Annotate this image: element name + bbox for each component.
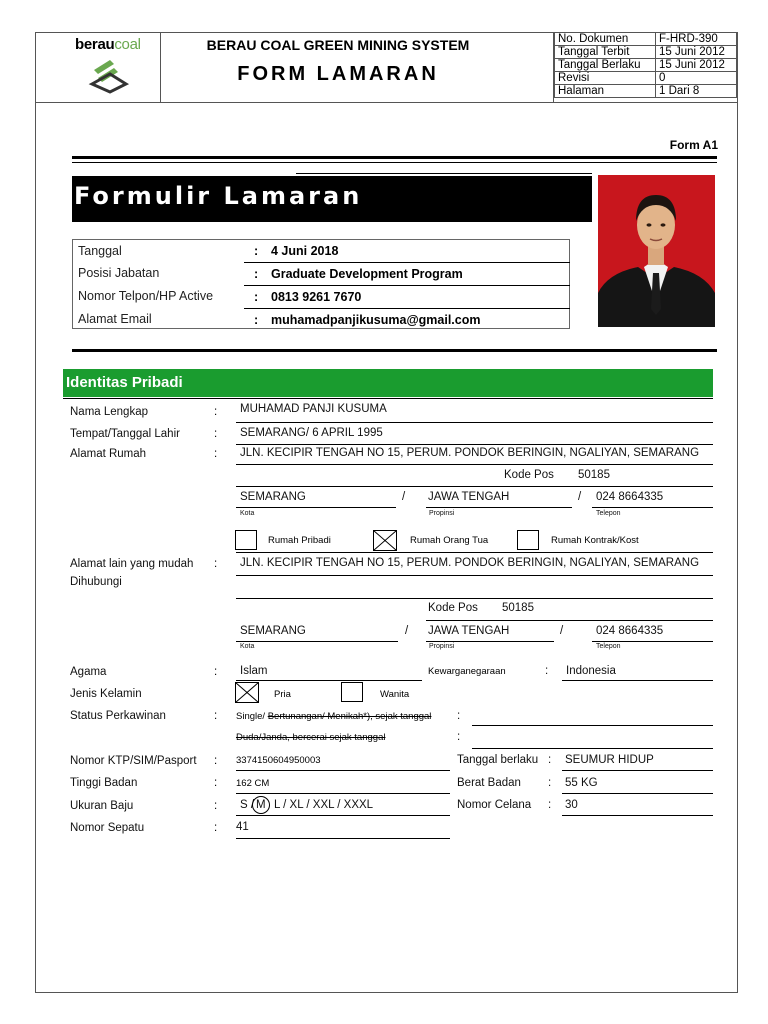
form-code: Form A1: [669, 138, 718, 152]
meta-row: [555, 46, 737, 59]
slash: /: [560, 625, 564, 637]
underline: [562, 770, 713, 771]
underline: [236, 422, 713, 423]
meta-row: [555, 33, 737, 46]
alamat-label: Alamat Rumah: [70, 448, 147, 460]
colon: :: [548, 777, 552, 789]
nama-value: MUHAMAD PANJI KUSUMA: [240, 403, 387, 415]
meta-value: 1 Dari 8: [656, 85, 737, 98]
meta-row: [555, 59, 737, 72]
company-logo-text: beraucoal: [75, 36, 141, 53]
baju-size-m-selected: M: [256, 799, 266, 811]
header-divider: [35, 102, 738, 103]
underline: [236, 486, 713, 487]
checkbox-wanita[interactable]: [341, 682, 363, 702]
applicant-photo: [598, 175, 715, 327]
underline: [562, 815, 713, 816]
berat-value: 55 KG: [565, 777, 598, 789]
company-logo-icon: [88, 56, 132, 94]
underline: [244, 308, 570, 309]
ktp-value: 3374150604950003: [236, 755, 321, 766]
colon: :: [214, 710, 218, 722]
meta-key: No. Dokumen: [555, 33, 656, 46]
colon: :: [254, 244, 259, 258]
underline: [236, 641, 398, 642]
slash: /: [402, 491, 406, 503]
celana-value: 30: [565, 799, 578, 811]
berlaku-value: SEUMUR HIDUP: [565, 754, 654, 766]
kodepos-label: Kode Pos: [504, 469, 554, 481]
kota-caption: Kota: [240, 510, 255, 517]
underline: [592, 507, 713, 508]
underline: [236, 815, 450, 816]
underline: [426, 641, 554, 642]
rumah-orang-tua-label: Rumah Orang Tua: [410, 535, 489, 546]
underline: [472, 725, 713, 726]
colon: :: [254, 267, 259, 281]
underline: [592, 641, 713, 642]
status-divorced-struck: Duda/Janda, bercerai sejak tanggal: [236, 732, 386, 743]
kewarga-value: Indonesia: [566, 665, 616, 677]
colon: :: [545, 665, 549, 677]
wanita-label: Wanita: [380, 689, 410, 700]
agama-label: Agama: [70, 666, 107, 678]
title-top-line: [296, 173, 592, 174]
propinsi-caption: Propinsi: [429, 643, 455, 650]
underline: [236, 598, 713, 599]
tinggi-value: 162 CM: [236, 778, 270, 789]
pria-label: Pria: [274, 689, 291, 700]
email-label: Alamat Email: [78, 312, 152, 326]
telp-label: Nomor Telpon/HP Active: [78, 289, 214, 303]
underline: [244, 262, 570, 263]
section-identitas-pribadi: Identitas Pribadi: [63, 369, 713, 397]
underline: [426, 620, 713, 621]
underline: [236, 552, 713, 553]
meta-key: Halaman: [555, 85, 656, 98]
alamat-lain-value: JLN. KECIPIR TENGAH NO 15, PERUM. PONDOK BERINGIN, NGALIYAN, SEMARANG: [240, 557, 700, 569]
underline: [236, 838, 450, 839]
colon: :: [548, 754, 552, 766]
colon: :: [254, 290, 259, 304]
alamat-lain-label-2: Dihubungi: [70, 576, 122, 588]
header-divider-v1: [160, 32, 161, 102]
checkbox-rumah-orang-tua[interactable]: [373, 530, 397, 551]
document-meta-table: [554, 32, 737, 98]
status-line-1: [236, 711, 431, 722]
underline: [562, 680, 713, 681]
email-value: muhamadpanjikusuma@gmail.com: [271, 313, 481, 327]
telepon-caption: Telepon: [596, 643, 621, 650]
underline: [236, 793, 450, 794]
meta-value: 15 Juni 2012: [656, 46, 737, 59]
colon: :: [548, 799, 552, 811]
colon: :: [214, 800, 218, 812]
kodepos2-value: 50185: [502, 602, 534, 614]
ttl-label: Tempat/Tanggal Lahir: [70, 428, 180, 440]
berlaku-label: Tanggal berlaku: [457, 754, 539, 766]
top-rule-thin: [72, 162, 717, 163]
colon: :: [214, 666, 218, 678]
telepon-value: 024 8664335: [596, 491, 664, 503]
meta-value: F-HRD-390: [656, 33, 737, 46]
form-title: FORM LAMARAN: [237, 63, 439, 85]
celana-label: Nomor Celana: [457, 799, 532, 811]
underline: [236, 464, 713, 465]
status-label: Status Perkawinan: [70, 710, 166, 722]
propinsi2-value: JAWA TENGAH: [428, 625, 510, 637]
colon: :: [214, 755, 218, 767]
telp-value: 0813 9261 7670: [271, 290, 362, 304]
telepon-caption: Telepon: [596, 510, 621, 517]
ktp-label: Nomor KTP/SIM/Pasport: [70, 755, 197, 767]
posisi-value: Graduate Development Program: [271, 267, 463, 281]
checkbox-rumah-kontrak[interactable]: [517, 530, 539, 550]
baju-size-rest: L / XL / XXL / XXXL: [274, 799, 374, 811]
tanggal-value: 4 Juni 2018: [271, 244, 339, 258]
colon: :: [214, 777, 218, 789]
sepatu-label: Nomor Sepatu: [70, 822, 145, 834]
underline: [236, 680, 422, 681]
info-rule-thick: [72, 349, 717, 352]
slash: /: [578, 491, 582, 503]
propinsi-value: JAWA TENGAH: [428, 491, 510, 503]
status-single: Single/: [236, 711, 266, 722]
meta-value: 15 Juni 2012: [656, 59, 737, 72]
underline: [244, 285, 570, 286]
underline: [236, 444, 713, 445]
underline: [236, 770, 450, 771]
kewarga-label: Kewarganegaraan: [428, 666, 506, 677]
system-title: BERAU COAL GREEN MINING SYSTEM: [206, 37, 470, 53]
top-rule-thick: [72, 156, 717, 159]
underline: [426, 507, 572, 508]
colon: :: [214, 558, 218, 570]
tanggal-label: Tanggal: [78, 244, 122, 258]
checkbox-rumah-pribadi[interactable]: [235, 530, 257, 550]
kota2-value: SEMARANG: [240, 625, 306, 637]
nama-label: Nama Lengkap: [70, 406, 148, 418]
section-underline: [63, 398, 713, 399]
baju-size-s: S /: [240, 799, 255, 811]
berat-label: Berat Badan: [457, 777, 521, 789]
colon: :: [457, 731, 461, 743]
colon: :: [214, 406, 218, 418]
ttl-value: SEMARANG/ 6 APRIL 1995: [240, 427, 383, 439]
propinsi-caption: Propinsi: [429, 510, 455, 517]
meta-key: Tanggal Berlaku: [555, 59, 656, 72]
colon: :: [457, 710, 461, 722]
meta-key: Tanggal Terbit: [555, 46, 656, 59]
checkbox-pria[interactable]: [235, 682, 259, 703]
colon: :: [214, 448, 218, 460]
agama-value: Islam: [240, 665, 268, 677]
underline: [236, 575, 713, 576]
rumah-kontrak-label: Rumah Kontrak/Kost: [551, 535, 639, 546]
colon: :: [254, 313, 259, 327]
kodepos-value: 50185: [578, 469, 610, 481]
alamat-lain-label: Alamat lain yang mudah: [70, 558, 194, 570]
colon: :: [214, 428, 218, 440]
colon: :: [214, 822, 218, 834]
sepatu-value: 41: [236, 821, 249, 833]
baju-label: Ukuran Baju: [70, 800, 134, 812]
jk-label: Jenis Kelamin: [70, 688, 142, 700]
status-married-struck: Bertunangan/ Menikah*), sejak tanggal: [267, 711, 432, 722]
underline: [562, 793, 713, 794]
kota-caption: Kota: [240, 643, 255, 650]
underline: [236, 507, 396, 508]
kodepos2-label: Kode Pos: [428, 602, 478, 614]
rumah-pribadi-label: Rumah Pribadi: [268, 535, 331, 546]
meta-key: Revisi: [555, 72, 656, 85]
meta-row: [555, 72, 737, 85]
meta-value: 0: [656, 72, 737, 85]
underline: [472, 748, 713, 749]
kota-value: SEMARANG: [240, 491, 306, 503]
slash: /: [405, 625, 409, 637]
posisi-label: Posisi Jabatan: [78, 266, 160, 280]
alamat-value: JLN. KECIPIR TENGAH NO 15, PERUM. PONDOK BERINGIN, NGALIYAN, SEMARANG: [240, 447, 700, 459]
tinggi-label: Tinggi Badan: [70, 777, 138, 789]
telepon2-value: 024 8664335: [596, 625, 664, 637]
meta-row: [555, 85, 737, 98]
form-heading: Formulir Lamaran: [72, 176, 592, 222]
